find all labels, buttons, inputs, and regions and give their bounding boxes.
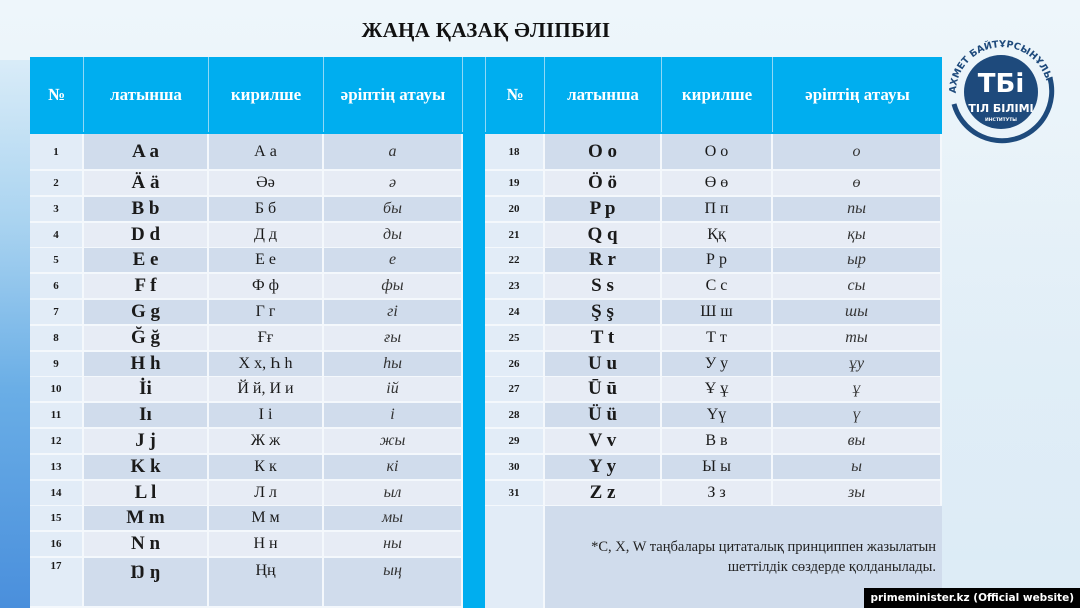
cell-cyrillic: Ққ: [662, 223, 773, 249]
svg-text:ТБі: ТБі: [977, 69, 1025, 99]
cell-latin: Ū ū: [545, 377, 662, 403]
cell-name: жы: [324, 429, 463, 455]
cell-num: 20: [485, 197, 545, 223]
cell-num: 17: [30, 558, 84, 608]
cell-latin: Ü ü: [545, 403, 662, 429]
cell-num: 28: [485, 403, 545, 429]
background-decoration-right: [940, 140, 1080, 560]
cell-cyrillic: Ш ш: [662, 300, 773, 326]
cell-cyrillic: Х х, Һ һ: [209, 352, 324, 378]
cell-cyrillic: К к: [209, 455, 324, 481]
header-name-left: әріптің атауы: [324, 57, 463, 132]
cell-name: қы: [773, 223, 942, 249]
cell-name: е: [324, 248, 463, 274]
cell-num: 8: [30, 326, 84, 352]
cell-name: ғы: [324, 326, 463, 352]
cell-latin: O o: [545, 134, 662, 171]
cell-latin: M m: [84, 506, 209, 532]
cell-name: ұ: [773, 377, 942, 403]
header-cyrillic-left: кирилше: [209, 57, 324, 132]
cell-num: 14: [30, 481, 84, 507]
cell-num: 12: [30, 429, 84, 455]
cell-cyrillic: Т т: [662, 326, 773, 352]
header-name-right: әріптің атауы: [805, 84, 910, 104]
cell-cyrillic: Ф ф: [209, 274, 324, 300]
cell-cyrillic: Ж ж: [209, 429, 324, 455]
cell-name: кі: [324, 455, 463, 481]
title-text: ЖАҢА ҚАЗАҚ ӘЛІПБИІ: [361, 18, 611, 42]
cell-name: ыр: [773, 248, 942, 274]
cell-name: зы: [773, 481, 942, 507]
cell-name: ың: [324, 558, 463, 608]
page-title: [0, 18, 1080, 43]
cell-name: ды: [324, 223, 463, 249]
cell-name: вы: [773, 429, 942, 455]
cell-latin: Y y: [545, 455, 662, 481]
cell-latin: İi: [84, 377, 209, 403]
cell-num: 26: [485, 352, 545, 378]
cell-latin: F f: [84, 274, 209, 300]
cell-num: 1: [30, 134, 84, 171]
institute-logo: [942, 30, 1060, 148]
header-num-right: №: [485, 57, 545, 132]
cell-name: ұу: [773, 352, 942, 378]
cell-name: шы: [773, 300, 942, 326]
cell-cyrillic: Ғғ: [209, 326, 324, 352]
cell-cyrillic: Ңң: [209, 558, 324, 608]
cell-latin: A a: [84, 134, 209, 171]
cell-name: ә: [324, 171, 463, 197]
cell-num: 24: [485, 300, 545, 326]
cell-num: 18: [485, 134, 545, 171]
cell-latin: Ŋ ŋ: [84, 558, 209, 608]
cell-latin: U u: [545, 352, 662, 378]
cell-num: 15: [30, 506, 84, 532]
cell-num: 6: [30, 274, 84, 300]
cell-latin: N n: [84, 532, 209, 558]
cell-latin: G g: [84, 300, 209, 326]
cell-latin: K k: [84, 455, 209, 481]
cell-num: 11: [30, 403, 84, 429]
cell-cyrillic: С с: [662, 274, 773, 300]
cell-latin: L l: [84, 481, 209, 507]
cell-num: 10: [30, 377, 84, 403]
cell-latin: Q q: [545, 223, 662, 249]
cell-num: 5: [30, 248, 84, 274]
cell-cyrillic: Л л: [209, 481, 324, 507]
cell-num: 21: [485, 223, 545, 249]
cell-latin: R r: [545, 248, 662, 274]
cell-num: 9: [30, 352, 84, 378]
cell-name: ыл: [324, 481, 463, 507]
cell-num: 16: [30, 532, 84, 558]
cell-latin: J j: [84, 429, 209, 455]
cell-num: 27: [485, 377, 545, 403]
cell-name: бы: [324, 197, 463, 223]
cell-num: 30: [485, 455, 545, 481]
svg-text:АХМЕТ БАЙТҰРСЫНҰЛЫ: АХМЕТ БАЙТҰРСЫНҰЛЫ: [947, 39, 1055, 94]
cell-latin: Iı: [84, 403, 209, 429]
header-latin-left: латынша: [84, 57, 209, 132]
cell-cyrillic: З з: [662, 481, 773, 507]
cell-cyrillic: Б б: [209, 197, 324, 223]
cell-name: ій: [324, 377, 463, 403]
cell-num: 4: [30, 223, 84, 249]
cell-num: 25: [485, 326, 545, 352]
cell-latin: Ä ä: [84, 171, 209, 197]
cell-name: сы: [773, 274, 942, 300]
cell-latin: S s: [545, 274, 662, 300]
cell-latin: P p: [545, 197, 662, 223]
cell-cyrillic: В в: [662, 429, 773, 455]
cell-latin: T t: [545, 326, 662, 352]
cell-num: 22: [485, 248, 545, 274]
cell-num: 13: [30, 455, 84, 481]
cell-latin: Ö ö: [545, 171, 662, 197]
cell-cyrillic: Е е: [209, 248, 324, 274]
cell-cyrillic: П п: [662, 197, 773, 223]
cell-latin: Ğ ğ: [84, 326, 209, 352]
cell-cyrillic: Д д: [209, 223, 324, 249]
cell-cyrillic: Ө ө: [662, 171, 773, 197]
cell-cyrillic: Әә: [209, 171, 324, 197]
cell-cyrillic: О о: [662, 134, 773, 171]
svg-text:ТІЛ БІЛІМІ: ТІЛ БІЛІМІ: [968, 102, 1034, 115]
cell-cyrillic: Р р: [662, 248, 773, 274]
cell-name: ө: [773, 171, 942, 197]
cell-name: гі: [324, 300, 463, 326]
cell-cyrillic: І і: [209, 403, 324, 429]
header-num-left: №: [30, 57, 84, 132]
logo-emblem-icon: [942, 30, 1060, 148]
cell-name: ы: [773, 455, 942, 481]
cell-name: і: [324, 403, 463, 429]
cell-latin: B b: [84, 197, 209, 223]
cell-cyrillic: Й й, И и: [209, 377, 324, 403]
cell-num: 23: [485, 274, 545, 300]
cell-name: ны: [324, 532, 463, 558]
cell-latin: Z z: [545, 481, 662, 507]
cell-name: фы: [324, 274, 463, 300]
cell-num: 31: [485, 481, 545, 507]
cell-cyrillic: А а: [209, 134, 324, 171]
cell-num: 19: [485, 171, 545, 197]
header-cyrillic-right: кирилше: [662, 57, 773, 132]
footnote-line-2: шеттілдік сөздерде қолданылады.: [727, 559, 936, 575]
footnote-line-1: *C, X, W таңбалары цитаталық принциппен жазылатын: [591, 539, 936, 555]
header-latin-right: латынша: [545, 57, 662, 132]
cell-latin: H h: [84, 352, 209, 378]
cell-num: 3: [30, 197, 84, 223]
cell-latin: E e: [84, 248, 209, 274]
cell-num: 7: [30, 300, 84, 326]
cell-name: ты: [773, 326, 942, 352]
cell-cyrillic: Н н: [209, 532, 324, 558]
cell-cyrillic: Ұ ұ: [662, 377, 773, 403]
cell-latin: V v: [545, 429, 662, 455]
cell-latin: Ş ş: [545, 300, 662, 326]
cell-name: а: [324, 134, 463, 171]
svg-text:ИНСТИТУТЫ: ИНСТИТУТЫ: [985, 118, 1017, 123]
cell-cyrillic: Ы ы: [662, 455, 773, 481]
source-caption: primeminister.kz (Official website): [864, 588, 1080, 608]
cell-latin: D d: [84, 223, 209, 249]
cell-cyrillic: Г г: [209, 300, 324, 326]
cell-name: мы: [324, 506, 463, 532]
cell-num: 2: [30, 171, 84, 197]
cell-cyrillic: Үү: [662, 403, 773, 429]
cell-name: о: [773, 134, 942, 171]
note-spacer: [485, 506, 545, 608]
cell-num: 29: [485, 429, 545, 455]
cell-name: һы: [324, 352, 463, 378]
cell-cyrillic: У у: [662, 352, 773, 378]
cell-cyrillic: М м: [209, 506, 324, 532]
cell-name: ү: [773, 403, 942, 429]
cell-name: пы: [773, 197, 942, 223]
